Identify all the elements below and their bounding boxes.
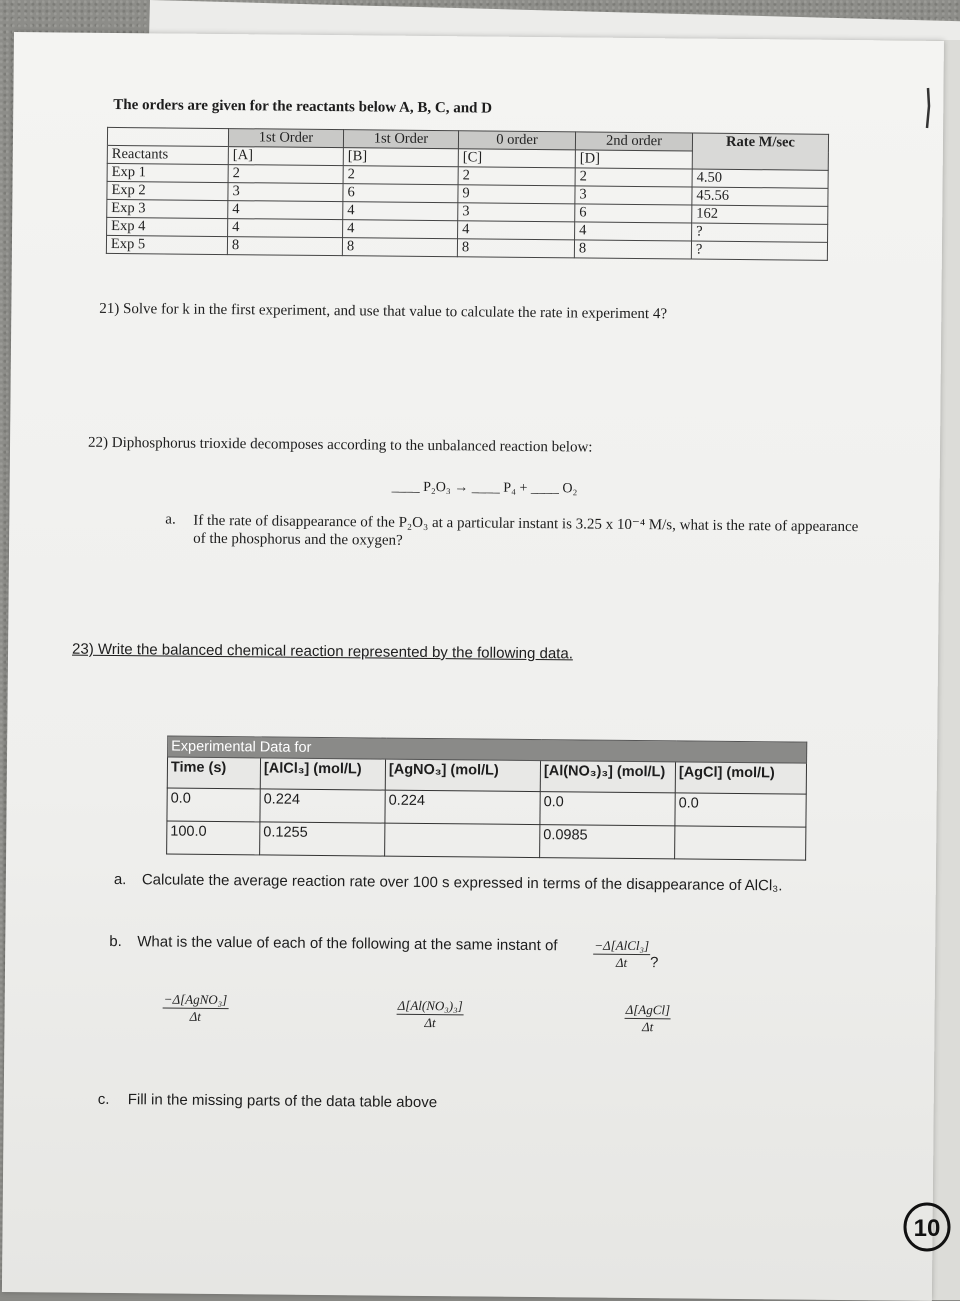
cell-b: 4 <box>343 220 458 239</box>
fraction-agno3 <box>162 991 228 1025</box>
question-22: 22) Diphosphorus trioxide decomposes according to the unbalanced reaction below: <box>87 434 593 456</box>
cell-c: 8 <box>457 239 574 258</box>
header-alcl3: [AlCl₃] (mol/L) <box>260 758 385 790</box>
cell-rate: 4.50 <box>692 169 828 188</box>
cell-rate: 162 <box>692 205 828 224</box>
cell-alcl3: 0.224 <box>260 789 385 823</box>
question-22a: If the rate of disappearance of the P₂O₃ at a particular instant is 3.25 x 10⁻⁴ M/s, what is the rate of appearance of the phosphorus and the oxygen? <box>193 512 859 549</box>
species-c: [C] <box>458 149 575 168</box>
cell-d: 3 <box>575 186 692 205</box>
question-23: 23) Write the balanced chemical reaction represented by the following data. <box>71 640 573 663</box>
cell-agno3: 0.224 <box>385 790 540 824</box>
fraction-denominator: Δt <box>642 1019 654 1035</box>
row-label: Exp 3 <box>107 199 228 218</box>
cell-alno3: 0.0985 <box>540 825 675 859</box>
question-23b-label: b. <box>109 932 122 951</box>
row-label: Exp 1 <box>107 163 228 182</box>
cell-d: 2 <box>575 168 692 187</box>
rate-header: Rate M/sec <box>692 133 828 170</box>
blank-2: ____ <box>471 480 500 496</box>
cell-d: 4 <box>575 222 692 241</box>
cell-c: 4 <box>458 221 575 240</box>
pencil-mark-icon <box>924 86 932 130</box>
blank-1: ____ <box>391 479 420 495</box>
order-header-b: 1st Order <box>343 130 458 149</box>
cell-a: 2 <box>228 165 343 184</box>
order-header-a: 1st Order <box>228 129 343 148</box>
cell-time: 0.0 <box>167 788 260 822</box>
product-2: O₂ <box>562 481 578 497</box>
cell-d: 8 <box>574 240 691 259</box>
fraction-denominator: Δt <box>189 1008 202 1024</box>
page-number-circle <box>900 1200 952 1252</box>
cell-c: 2 <box>458 167 575 186</box>
question-23c-label: c. <box>97 1090 110 1108</box>
cell-a: 4 <box>228 219 343 238</box>
cell-b: 6 <box>343 184 458 203</box>
cell-rate: ? <box>691 241 827 260</box>
fraction-numerator: −Δ[AgNO₃] <box>163 991 229 1009</box>
question-21: 21) Solve for k in the first experiment, and use that value to calculate the rate in experiment 4? <box>99 300 668 323</box>
question-23c: Fill in the missing parts of the data table above <box>127 1091 438 1112</box>
reaction-equation <box>392 480 578 498</box>
row-label: Exp 2 <box>107 181 228 200</box>
header-agno3: [AgNO₃] (mol/L) <box>385 759 540 791</box>
fraction-denominator: Δt <box>615 954 628 970</box>
header-alno3: [Al(NO₃)₃] (mol/L) <box>540 761 675 793</box>
row-label: Exp 4 <box>107 217 228 236</box>
header-agcl: [AgCl] (mol/L) <box>675 762 806 794</box>
cell-alno3: 0.0 <box>540 792 675 826</box>
cell-a: 8 <box>227 237 342 256</box>
cell-b: 2 <box>343 166 458 185</box>
question-mark: ? <box>649 954 659 972</box>
order-header-d: 2nd order <box>575 132 692 151</box>
fraction-alno3-wrap <box>396 998 463 1033</box>
fraction-agcl-wrap <box>624 1002 671 1036</box>
cell-agno3 <box>385 823 540 857</box>
species-a: [A] <box>228 147 343 166</box>
fraction-agno3-wrap <box>162 991 228 1026</box>
fraction-denominator: Δt <box>424 1014 436 1031</box>
species-d: [D] <box>575 150 692 169</box>
fraction-agcl <box>624 1002 671 1035</box>
cell-a: 4 <box>228 201 343 220</box>
table-corner <box>107 127 228 146</box>
fraction-numerator: −Δ[AlCl₃] <box>593 938 650 956</box>
table-caption: Experimental Data for <box>168 736 807 763</box>
cell-b: 8 <box>342 238 457 257</box>
reactant: P₂O₃ → <box>423 479 469 496</box>
worksheet-page <box>2 32 944 1301</box>
species-b: [B] <box>343 148 458 167</box>
intro-text: The orders are given for the reactants below A, B, C, and D <box>113 96 493 117</box>
table-row <box>167 821 806 860</box>
fraction-alcl3 <box>593 938 650 972</box>
reactants-header: Reactants <box>107 145 228 164</box>
product-1: P₄ + <box>503 480 528 496</box>
question-23a: Calculate the average reaction rate over 100 s expressed in terms of the disappearance of AlCl₃. <box>141 871 783 895</box>
order-header-c: 0 order <box>458 131 575 150</box>
cell-agcl <box>675 826 806 860</box>
question-23b-text: What is the value of each of the following at the same instant of <box>137 933 558 955</box>
experimental-data-table <box>166 736 807 861</box>
question-23a-label: a. <box>113 870 127 889</box>
cell-alcl3: 0.1255 <box>260 822 385 856</box>
header-time: Time (s) <box>167 757 260 789</box>
cell-time: 100.0 <box>167 821 260 855</box>
blank-3: ____ <box>530 480 559 497</box>
fraction-alcl3-wrap <box>593 938 659 972</box>
row-label: Exp 5 <box>106 235 227 254</box>
cell-c: 3 <box>458 203 575 222</box>
fraction-alno3 <box>396 998 463 1032</box>
reaction-order-table <box>106 127 829 261</box>
page-number: 10 <box>913 1215 941 1242</box>
question-23b <box>137 933 557 954</box>
cell-agcl: 0.0 <box>675 793 806 827</box>
cell-a: 3 <box>228 183 343 202</box>
cell-rate: 45.56 <box>692 187 828 206</box>
cell-c: 9 <box>458 185 575 204</box>
cell-d: 6 <box>575 204 692 223</box>
cell-rate: ? <box>692 223 828 242</box>
question-22a-label: a. <box>165 511 176 528</box>
fraction-numerator: Δ[Al(NO₃)₃] <box>397 998 464 1016</box>
cell-b: 4 <box>343 202 458 221</box>
fraction-numerator: Δ[AgCl] <box>625 1002 672 1019</box>
